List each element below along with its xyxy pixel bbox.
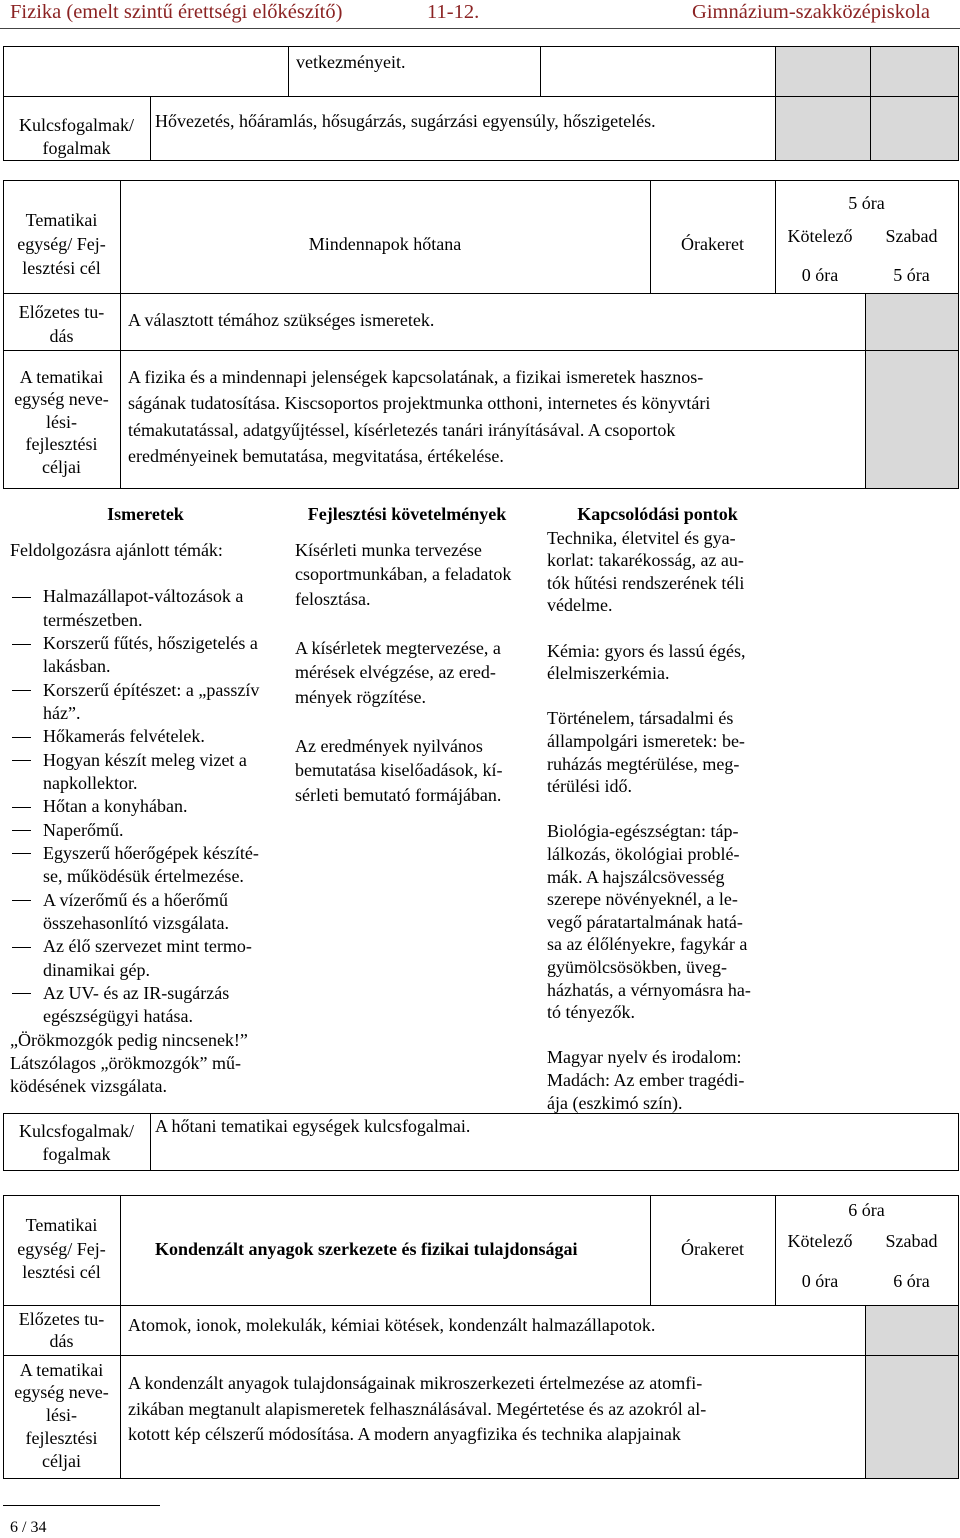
goals-text [128,364,710,469]
text-line: zikában megtanult alapismeretek felhasználásával. Megértetése és az azokról al- [128,1398,707,1419]
label-line: céljai [42,456,81,477]
connection-paragraph [547,820,751,1023]
key-concepts-label [3,1120,150,1166]
topic-line: ház”. [43,702,81,723]
shaded-cell [865,293,959,351]
subject-title: Fizika (emelt szintű érettségi előkészítő) [10,1,343,23]
text-line: lálkozás, ökológiai problé- [547,844,740,864]
topic-line: Korszerű építészet: a „passzív [43,679,260,700]
text-line: témakutatással, adatgyűjtéssel, kísérletezés tanári irányításával. A csoportok [128,419,676,440]
shaded-cell [870,96,959,161]
list-dash [12,690,31,691]
topic-line: Az élő szervezet mint termo- [43,936,252,957]
topic-line: Korszerű fűtés, hőszigetelés a [43,633,258,653]
key-concepts-text: A hőtani tematikai egységek kulcsfogalmai. [155,1116,471,1136]
free-hours: 5 óra [893,265,930,285]
goals-label [3,366,120,479]
topic-list [10,585,259,1028]
column-header-requirements: Fejlesztési követelmények [307,504,507,524]
free-label: Szabad [885,226,938,246]
text-line: védelme. [547,595,613,616]
prereq-text: Atomok, ionok, molekulák, kémiai kötések, kondenzált halmazállapotok. [128,1315,656,1335]
header-rule [0,28,960,29]
connection-paragraph [547,640,751,685]
topic-line: egészségügyi hatása. [43,1006,193,1027]
text-line: szerepe növényeknél, a le- [547,889,738,910]
text-line: Magyar nyelv és irodalom: [547,1047,742,1068]
text-line: bemutatása kiselőadások, kí- [295,760,503,781]
shaded-cell [865,1355,959,1479]
text-line: Az eredmények nyilvános [295,735,483,756]
mandatory-label: Kötelező [787,226,853,246]
goals-text [128,1371,706,1448]
topic-line: napkollektor. [43,772,138,793]
topic-line: A vízerőmű és a hőerőmű [43,889,228,910]
text-line: „Örökmozgók pedig nincsenek!” [10,1029,248,1050]
requirements-column [295,538,511,832]
text-line: házhatás, a vérnyomásra ha- [547,979,751,1000]
text-line: mények rögzítése. [295,686,426,707]
list-dash [12,853,31,854]
hours-total: 5 óra [848,193,885,213]
text-line: Technika, életvitel és gya- [547,527,736,548]
text-line: Látszólagos „örökmozgók” mű- [10,1052,241,1073]
text-line: A kísérletek megtervezése, a [295,637,501,658]
label-line: Előzetes tu- [18,302,105,322]
prereq-text: A választott témához szükséges ismeretek. [128,310,435,330]
column-header-connections: Kapcsolódási pontok [577,504,738,524]
text-line: eredményeinek bemutatása, megvitatása, értékelése. [128,445,504,466]
shaded-cell [865,1305,959,1356]
list-dash [12,737,31,738]
list-dash [12,900,31,901]
label-line: fogalmak [42,1143,111,1164]
text-line: sérleti bemutató formájában. [295,784,502,805]
topic-item [10,749,259,796]
label-line: Tematikai [25,1215,98,1235]
text-line: ája (eszkimó szín). [547,1092,683,1113]
topic-line: lakásban. [43,656,111,677]
list-dash [12,644,31,645]
text-line: korlat: takarékosság, az au- [547,550,744,571]
text-line: állampolgári ismeretek: be- [547,731,745,752]
connection-paragraph [547,707,751,797]
table-cell [540,46,776,97]
list-dash [12,993,31,994]
page-number: 6 / 34 [10,1519,47,1536]
unit-title: Mindennapok hőtana [308,234,462,254]
topic-line: természetben. [43,609,143,630]
topic-line: Hogyan készít meleg vizet a [43,749,247,770]
label-line: egység/ Fej- [17,1238,106,1259]
label-line: Kulcsfogalmak/ [19,1120,134,1141]
list-dash [12,807,31,808]
topic-line: összehasonlító vizsgálata. [43,912,229,933]
label-line: A tematikai [19,1359,104,1380]
text-line: vegő páratartalmának hatá- [547,911,743,932]
label-line: egység/ Fej- [17,234,106,254]
text-line: Biológia-egészségtan: táp- [547,821,739,842]
label-line: dás [49,326,74,346]
topic-line: Hőtan a konyhában. [43,796,188,817]
label-line: lési- [46,411,77,432]
column-header-knowledge: Ismeretek [107,504,184,524]
hours-total: 6 óra [848,1200,885,1220]
unit-label [3,208,120,280]
label-line: A tematikai [19,366,104,387]
topic-item [10,632,259,679]
text-line: tó tényezők. [547,1002,635,1023]
text-line: Történelem, társadalmi és [547,708,734,729]
hours-label: Órakeret [681,234,744,254]
unit-title: Kondenzált anyagok szerkezete és fizikai tulajdonságai [155,1239,578,1259]
text-line: élelmiszerkémia. [547,663,670,684]
topic-line: Az UV- és az IR-sugárzás [43,982,230,1003]
text-line: sa az élőlényekre, fagykár a [547,934,748,955]
text-line: Madách: Az ember tragédi- [547,1069,745,1090]
requirement-paragraph [295,636,511,710]
text-line: gyümölcsösökben, üveg- [547,956,727,977]
topic-item [10,725,259,748]
text-line: felosztása. [295,588,371,609]
topic-line: Egyszerű hőerőgépek készíté- [43,842,259,863]
prereq-label [3,1308,120,1352]
shaded-cell [870,46,959,97]
text-line: tók hűtési rendszerének téli [547,572,745,593]
text-line: A fizika és a mindennapi jelenségek kapcsolatának, a fizikai ismeretek hasznos- [128,367,704,387]
connection-paragraph [547,527,751,617]
unit-label [3,1214,120,1285]
label-line: fejlesztési [25,434,98,455]
text-line: ruházás megtérülése, meg- [547,753,740,774]
hours-label: Órakeret [681,1239,744,1259]
text-line: térülési idő. [547,776,632,797]
topic-item [10,889,259,936]
grade-range: 11-12. [427,1,480,23]
text-line: csoportmunkában, a feladatok [295,564,512,585]
key-concepts-text: Hővezetés, hőáramlás, hősugárzás, sugárzási egyensúly, hőszigetelés. [155,111,656,131]
list-dash [12,947,31,948]
topic-item [10,982,259,1029]
topic-item [10,585,259,632]
label-line: lesztési cél [22,258,101,278]
mandatory-label: Kötelező [787,1231,853,1251]
text-line: ködésének vizsgálata. [10,1076,167,1097]
label-line: Tematikai [25,210,98,230]
text-line: mák. A hajszálcsövesség [547,866,725,887]
perpetual-motion-text [10,1029,259,1099]
topics-intro: Feldolgozásra ajánlott témák: [10,540,223,560]
label-line: Előzetes tu- [18,1309,105,1329]
label-line: egység neve- [14,389,109,410]
key-concepts-label [3,114,150,160]
topic-item [10,795,259,818]
requirement-paragraph [295,734,511,808]
label-line: lési- [46,1405,77,1426]
list-dash [12,830,31,831]
text-line: kotott kép célszerű módosítása. A modern anyagfizika és technika alapjainak [128,1424,681,1444]
label-line: céljai [42,1450,81,1471]
topic-line: Halmazállapot-változások a [43,586,244,607]
prereq-label [3,300,120,348]
topic-line: dinamikai gép. [43,959,150,980]
topic-line: Naperőmű. [43,819,124,840]
label-line: fejlesztési [25,1427,98,1448]
topic-item [10,819,259,842]
topic-item [10,935,259,982]
continuation-text: vetkezményeit. [296,52,406,72]
topics-column [10,585,259,1098]
requirement-paragraph [295,538,511,612]
free-label: Szabad [885,1231,938,1251]
label-line: lesztési cél [22,1262,101,1282]
free-hours: 6 óra [893,1271,930,1291]
connections-column [547,527,751,1137]
shaded-cell [775,96,871,161]
footer-rule [3,1505,160,1506]
text-line: Kémia: gyors és lassú égés, [547,640,746,661]
shaded-cell [775,46,871,97]
label-line: Kulcsfogalmak/ [19,114,134,135]
topic-line: Hőkamerás felvételek. [43,726,205,747]
shaded-cell [865,350,959,489]
school-type: Gimnázium-szakközépiskola [692,1,930,23]
topic-item [10,679,259,726]
topic-line: se, működésük értelmezése. [43,866,244,887]
topic-item [10,842,259,889]
text-line: Kísérleti munka tervezése [295,539,482,560]
goals-label [3,1359,120,1473]
table-cell [3,46,289,97]
label-line: fogalmak [42,137,111,158]
text-line: ságának tudatosítása. Kiscsoportos projektmunka otthoni, internetes és könyvtári [128,393,711,414]
connection-paragraph [547,1046,751,1114]
label-line: dás [49,1331,74,1351]
list-dash [12,760,31,761]
label-line: egység neve- [14,1382,109,1403]
text-line: mérések elvégzése, az ered- [295,662,496,683]
text-line: A kondenzált anyagok tulajdonságainak mikroszerkezeti értelmezése az atomfi- [128,1373,703,1393]
mandatory-hours: 0 óra [801,265,839,285]
list-dash [12,597,31,598]
mandatory-hours: 0 óra [801,1271,839,1291]
